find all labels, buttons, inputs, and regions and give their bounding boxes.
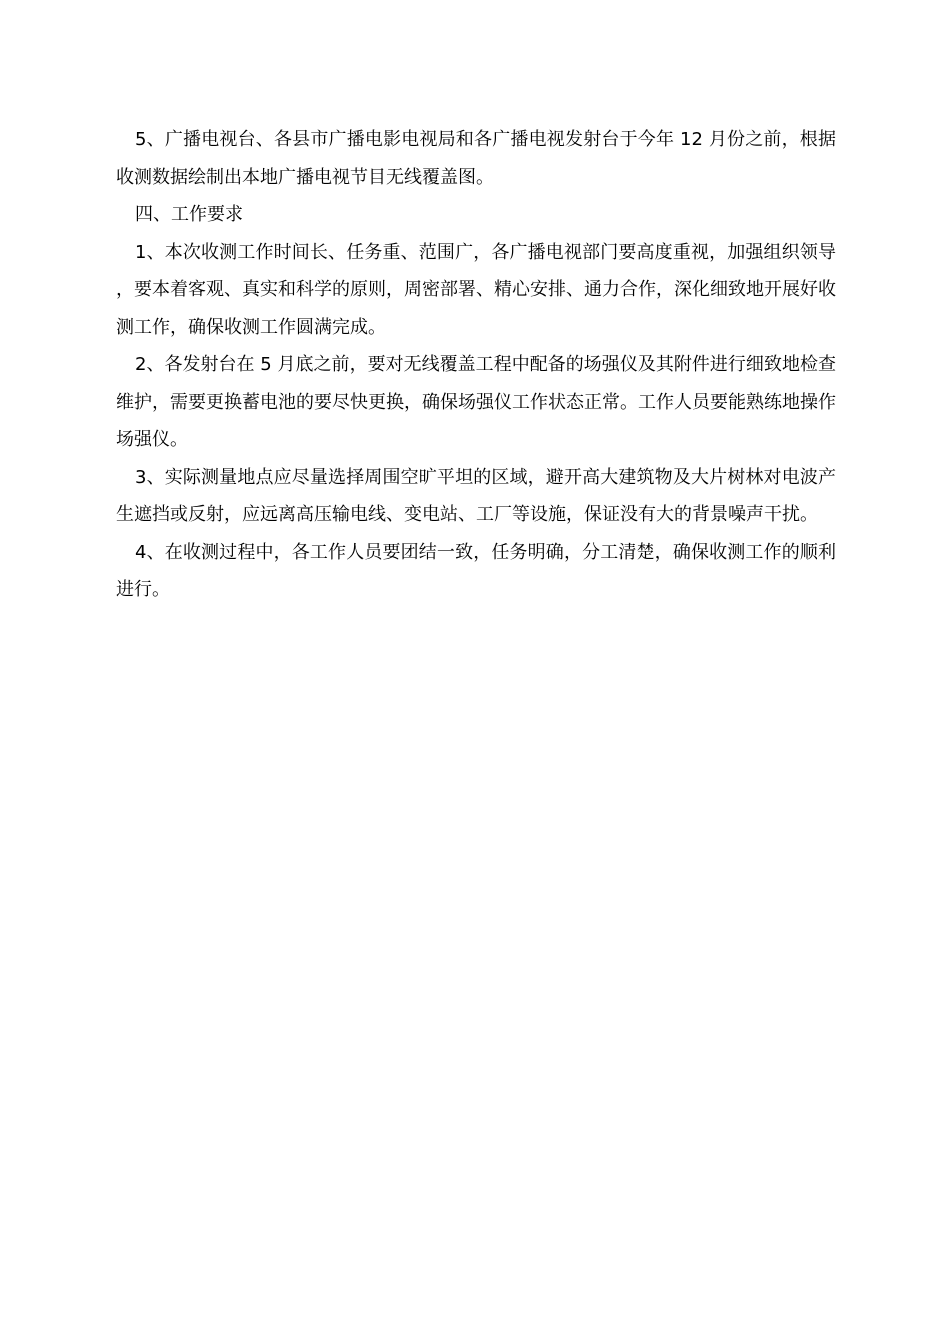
section-heading-work-requirements: 四、工作要求 — [135, 204, 243, 225]
requirement-item-3: 3、实际测量地点应尽量选择周围空旷平坦的区域，避开高大建筑物及大片树林对电波产生遮挡或反射，应远离高压输电线、变电站、工厂等设施，保证没有大的背景噪声干扰。 — [116, 466, 836, 525]
requirement-item-4: 4、在收测过程中，各工作人员要团结一致，任务明确，分工清楚，确保收测工作的顺利进行。 — [116, 541, 836, 600]
document-body — [116, 121, 836, 609]
requirement-item-2: 2、各发射台在 5 月底之前，要对无线覆盖工程中配备的场强仪及其附件进行细致地检查维护，需要更换蓄电池的要尽快更换，确保场强仪工作状态正常。工作人员要能熟练地操作场强仪。 — [116, 354, 836, 450]
paragraph-item-5: 5、广播电视台、各县市广播电影电视局和各广播电视发射台于今年 12 月份之前，根据收测数据绘制出本地广播电视节目无线覆盖图。 — [116, 129, 836, 188]
requirement-item-1: 1、本次收测工作时间长、任务重、范围广，各广播电视部门要高度重视，加强组织领导，要本着客观、真实和科学的原则，周密部署、精心安排、通力合作，深化细致地开展好收测工作，确保收测工作圆满完成。 — [116, 241, 836, 338]
